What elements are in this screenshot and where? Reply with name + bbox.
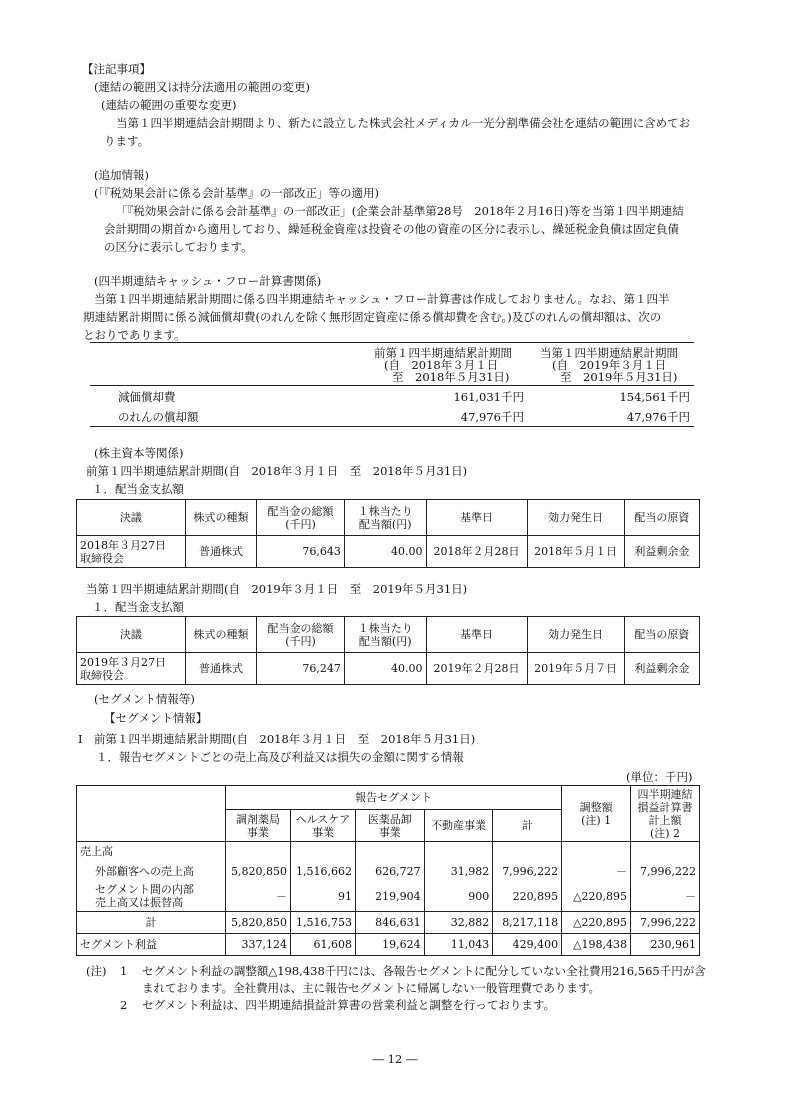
table-row xyxy=(77,934,700,956)
cf-row-depreciation-label: 減価償却費 xyxy=(118,390,176,404)
effective-date-cell: 2018年５月１日 xyxy=(527,536,624,568)
segment-note-2: セグメント利益は、四半期連結損益計算書の営業利益と調整を行っております。 xyxy=(142,998,555,1012)
cf-prev-header-to: 至 2018年５月31日) xyxy=(392,370,510,384)
cf-row-goodwill-prev: 47,976千円 xyxy=(460,410,524,424)
segment-sales-label: 売上高 xyxy=(77,842,226,862)
segment-header-reportable: 報告セグメント xyxy=(226,786,562,810)
segment-cell: 31,982 xyxy=(424,862,493,882)
additional-info-body-3: の区分に表示しております。 xyxy=(104,240,253,254)
additional-info-subtitle: (「『税効果会計に係る会計基準』の一部改正」等の適用) xyxy=(94,186,379,200)
segment-cell: 5,820,850 xyxy=(226,912,291,934)
segment-cell: － xyxy=(562,862,631,882)
segment-header-realestate: 不動産事業 xyxy=(424,810,493,842)
header-stock-type: 株式の種類 xyxy=(185,617,256,653)
segment-row-label: セグメント利益 xyxy=(77,934,226,956)
header-record-date: 基準日 xyxy=(426,500,527,536)
effective-date-cell: 2019年５月７日 xyxy=(527,653,624,685)
scope-change-body: 当第１四半期連結会計期間より、新たに設立した株式会社メディカル一光分割準備会社を連結の範囲に含めてお xyxy=(116,116,691,130)
segment-cell: 61,608 xyxy=(291,934,356,956)
segment-cell: 8,217,118 xyxy=(493,912,562,934)
additional-info-body: 「『税効果会計に係る会計基準』の一部改正」(企業会計基準第28号 2018年２月16日)等を当第１四半期連結 xyxy=(116,204,684,218)
segment-cell: 900 xyxy=(424,882,493,912)
header-total: 配当金の総額 (千円) xyxy=(257,617,345,653)
segment-cell: 220,895 xyxy=(493,882,562,912)
segment-cell: 429,400 xyxy=(493,934,562,956)
segment-cell: 91 xyxy=(291,882,356,912)
cf-prev-header: 前第１四半期連結累計期間 xyxy=(374,346,512,360)
segment-note-1-number: 1 xyxy=(120,964,128,978)
segment-cell: △220,895 xyxy=(562,912,631,934)
header-resolution: 決議 xyxy=(77,500,186,536)
segment-item-title: １．報告セグメントごとの売上高及び利益又は損失の金額に関する情報 xyxy=(96,750,464,764)
segment-cell: 230,961 xyxy=(631,934,700,956)
header-effective-date: 効力発生日 xyxy=(527,500,624,536)
record-date-cell: 2019年２月28日 xyxy=(426,653,527,685)
resolution-cell: 2018年３月27日 取締役会 xyxy=(77,536,186,568)
segment-cell: 7,996,222 xyxy=(631,862,700,882)
header-per-share: １株当たり 配当額(円) xyxy=(344,617,426,653)
total-cell: 76,247 xyxy=(257,653,345,685)
segment-header-blank xyxy=(77,786,226,842)
segment-cell: △198,438 xyxy=(562,934,631,956)
total-cell: 76,643 xyxy=(257,536,345,568)
source-cell: 利益剰余金 xyxy=(624,653,699,685)
segment-cell: 846,631 xyxy=(355,912,424,934)
segment-cell: △220,895 xyxy=(562,882,631,912)
cf-body-2: 期連結累計期間に係る減価償却費(のれんを除く無形固定資産に係る償却費を含む。)及びのれんの償却額は、次の xyxy=(83,310,662,324)
equity-prev-dividend-title: １．配当金支払額 xyxy=(92,482,184,496)
equity-curr-dividend-title: １．配当金支払額 xyxy=(92,600,184,614)
header-effective-date: 効力発生日 xyxy=(527,617,624,653)
segment-cell: 19,624 xyxy=(355,934,424,956)
cf-row-goodwill-curr: 47,976千円 xyxy=(626,410,690,424)
cf-curr-header-from: (自 2019年３月１日 xyxy=(552,358,667,372)
page-number: ― 12 ― xyxy=(372,1052,418,1066)
table-row xyxy=(77,862,700,882)
segment-cell: 626,727 xyxy=(355,862,424,882)
segment-header-wholesale: 医薬品卸 事業 xyxy=(355,810,424,842)
segment-row-label: セグメント間の内部 売上高又は振替高 xyxy=(77,882,226,912)
segment-cell: 32,882 xyxy=(424,912,493,934)
notes-heading: 【注記事項】 xyxy=(82,62,151,76)
scope-change-subtitle: (連結の範囲の重要な変更) xyxy=(101,98,237,112)
scope-change-body-cont: ります。 xyxy=(104,134,150,148)
segment-row-label: 外部顧客への売上高 xyxy=(77,862,226,882)
segment-note-1: セグメント利益の調整額△198,438千円には、各報告セグメントに配分していない全社費用216,565千円が含 xyxy=(142,964,706,978)
cf-row-depreciation-prev: 161,031千円 xyxy=(453,390,524,404)
per-share-cell: 40.00 xyxy=(344,653,426,685)
per-share-cell: 40.00 xyxy=(344,536,426,568)
segment-cell: 7,996,222 xyxy=(631,912,700,934)
cf-row-goodwill-label: のれんの償却額 xyxy=(118,410,199,424)
header-per-share: １株当たり 配当額(円) xyxy=(344,500,426,536)
segment-cell: 1,516,662 xyxy=(291,862,356,882)
stock-type-cell: 普通株式 xyxy=(185,653,256,685)
dividend-table-prev xyxy=(76,499,700,568)
segment-header-dispensing: 調剤薬局 事業 xyxy=(226,810,291,842)
cf-body-3: とおりであります。 xyxy=(83,328,186,342)
segment-row-label: 計 xyxy=(77,912,226,934)
header-record-date: 基準日 xyxy=(426,617,527,653)
segment-header-adjust: 調整額 (注) 1 xyxy=(562,786,631,842)
segment-header-consolidated: 四半期連結 損益計算書 計上額 (注) 2 xyxy=(631,786,700,842)
segment-title: (セグメント情報等) xyxy=(94,692,195,706)
cf-prev-header-from: (自 2018年３月１日 xyxy=(384,358,499,372)
segment-cell: 7,996,222 xyxy=(493,862,562,882)
segment-subtitle: 【セグメント情報】 xyxy=(104,711,208,725)
segment-note-1-cont: まれております。全社費用は、主に報告セグメントに帰属しない一般管理費であります。 xyxy=(142,981,601,995)
cf-title: (四半期連結キャッシュ・フロー計算書関係) xyxy=(94,274,322,288)
header-resolution: 決議 xyxy=(77,617,186,653)
segment-note-2-number: 2 xyxy=(120,998,128,1012)
cf-curr-header: 当第１四半期連結累計期間 xyxy=(540,346,678,360)
scope-change-title: (連結の範囲又は持分法適用の範囲の変更) xyxy=(94,80,310,94)
stock-type-cell: 普通株式 xyxy=(185,536,256,568)
segment-unit: (単位：千円) xyxy=(626,770,693,784)
segment-cell: 11,043 xyxy=(424,934,493,956)
cf-body: 当第１四半期連結累計期間に係る四半期連結キャッシュ・フロー計算書は作成しておりません。なお、第１四半 xyxy=(94,292,670,306)
segment-note-label: (注) xyxy=(86,964,107,978)
segment-cell: 5,820,850 xyxy=(226,862,291,882)
cf-row-depreciation-curr: 154,561千円 xyxy=(619,390,690,404)
record-date-cell: 2018年２月28日 xyxy=(426,536,527,568)
segment-cell: 219,904 xyxy=(355,882,424,912)
header-total: 配当金の総額 (千円) xyxy=(257,500,345,536)
equity-title: (株主資本等関係) xyxy=(94,446,184,460)
equity-prev-period: 前第１四半期連結累計期間(自 2018年３月１日 至 2018年５月31日) xyxy=(86,464,468,478)
segment-cell: 1,516,753 xyxy=(291,912,356,934)
header-source: 配当の原資 xyxy=(624,617,699,653)
segment-cell: － xyxy=(631,882,700,912)
additional-info-title: (追加情報) xyxy=(94,168,149,182)
resolution-cell: 2019年３月27日 取締役会 xyxy=(77,653,186,685)
segment-header-healthcare: ヘルスケア 事業 xyxy=(291,810,356,842)
table-row xyxy=(77,912,700,934)
segment-header-total: 計 xyxy=(493,810,562,842)
additional-info-body-2: 会計期間の期首から適用しており、繰延税金資産は投資その他の資産の区分に表示し、繰延税金負債は固定負債 xyxy=(104,222,679,236)
segment-table xyxy=(76,785,700,956)
header-source: 配当の原資 xyxy=(624,500,699,536)
segment-cell: － xyxy=(226,882,291,912)
segment-cell: 337,124 xyxy=(226,934,291,956)
segment-period: Ⅰ 前第１四半期連結累計期間(自 2018年３月１日 至 2018年５月31日) xyxy=(78,732,476,746)
source-cell: 利益剰余金 xyxy=(624,536,699,568)
cf-curr-header-to: 至 2019年５月31日) xyxy=(560,370,678,384)
table-row xyxy=(77,882,700,912)
header-stock-type: 株式の種類 xyxy=(185,500,256,536)
dividend-table-curr xyxy=(76,616,700,685)
equity-curr-period: 当第１四半期連結累計期間(自 2019年３月１日 至 2019年５月31日) xyxy=(86,582,468,596)
